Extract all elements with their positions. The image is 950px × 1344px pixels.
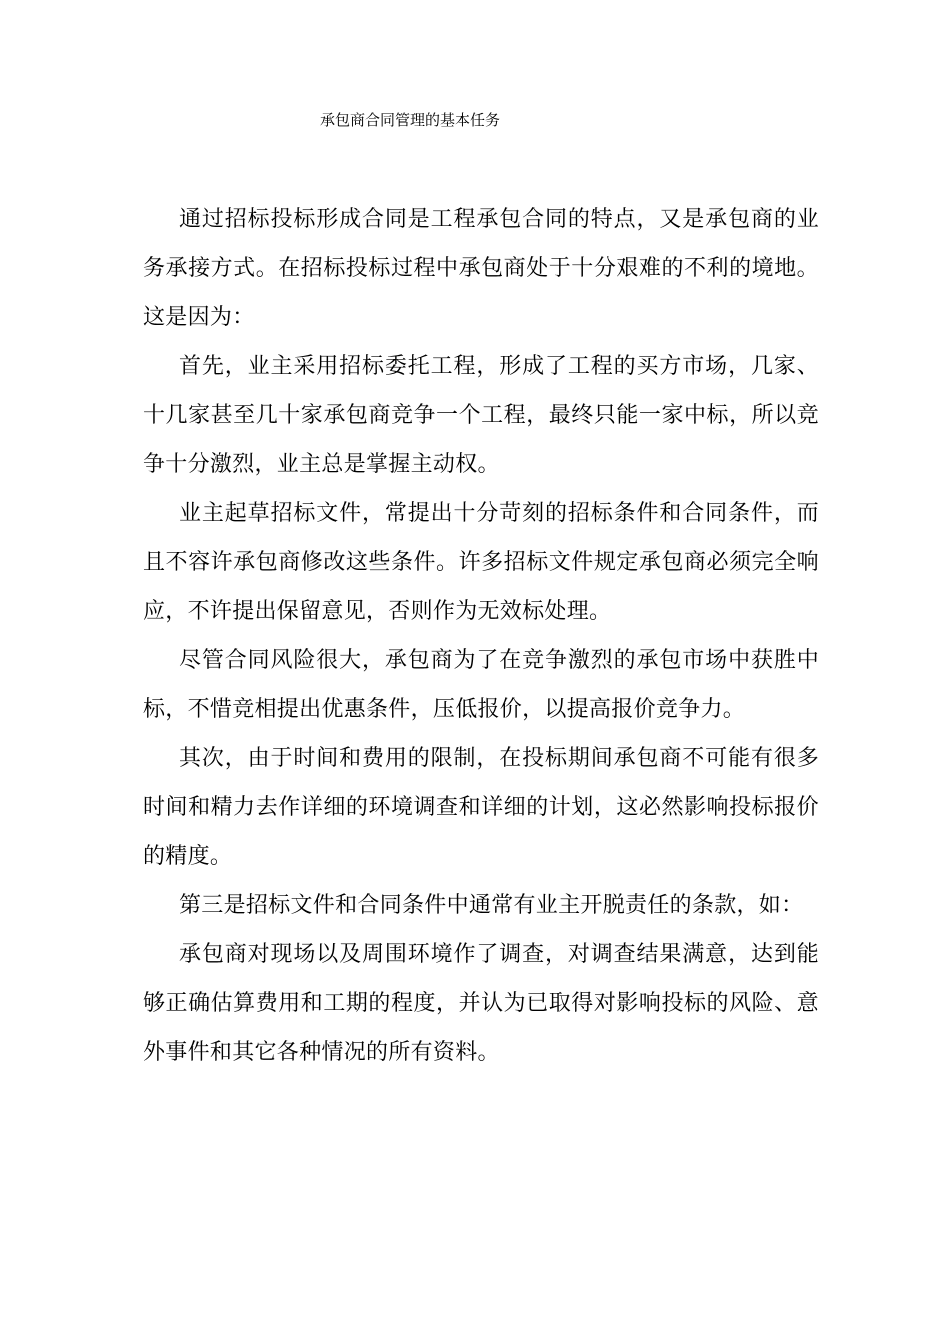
document-title: 承包商合同管理的基本任务 (319, 111, 500, 129)
paragraph-first-reason: 首先，业主采用招标委托工程，形成了工程的买方市场，几家、十几家甚至几十家承包商竞争一个工程，最终只能一家中标，所以竞争十分激烈，业主总是掌握主动权。 (143, 354, 819, 477)
paragraph-contract-risk: 尽管合同风险很大，承包商为了在竞争激烈的承包市场中获胜中标，不惜竞相提出优惠条件，压低报价，以提高报价竞争力。 (143, 648, 819, 722)
paragraph-third-reason: 第三是招标文件和合同条件中通常有业主开脱责任的条款，如： (179, 893, 804, 918)
paragraph-tender-documents: 业主起草招标文件，常提出十分苛刻的招标条件和合同条件，而且不容许承包商修改这些条件。许多招标文件规定承包商必须完全响应，不许提出保留意见，否则作为无效标处理。 (143, 501, 819, 624)
paragraph-second-reason: 其次，由于时间和费用的限制，在投标期间承包商不可能有很多时间和精力去作详细的环境调查和详细的计划，这必然影响投标报价的精度。 (143, 746, 819, 869)
document-body (143, 195, 819, 1077)
paragraph-site-investigation: 承包商对现场以及周围环境作了调查，对调查结果满意，达到能够正确估算费用和工期的程度，并认为已取得对影响投标的风险、意外事件和其它各种情况的所有资料。 (143, 942, 819, 1065)
paragraph-intro: 通过招标投标形成合同是工程承包合同的特点，又是承包商的业务承接方式。在招标投标过程中承包商处于十分艰难的不利的境地。这是因为： (143, 207, 819, 330)
